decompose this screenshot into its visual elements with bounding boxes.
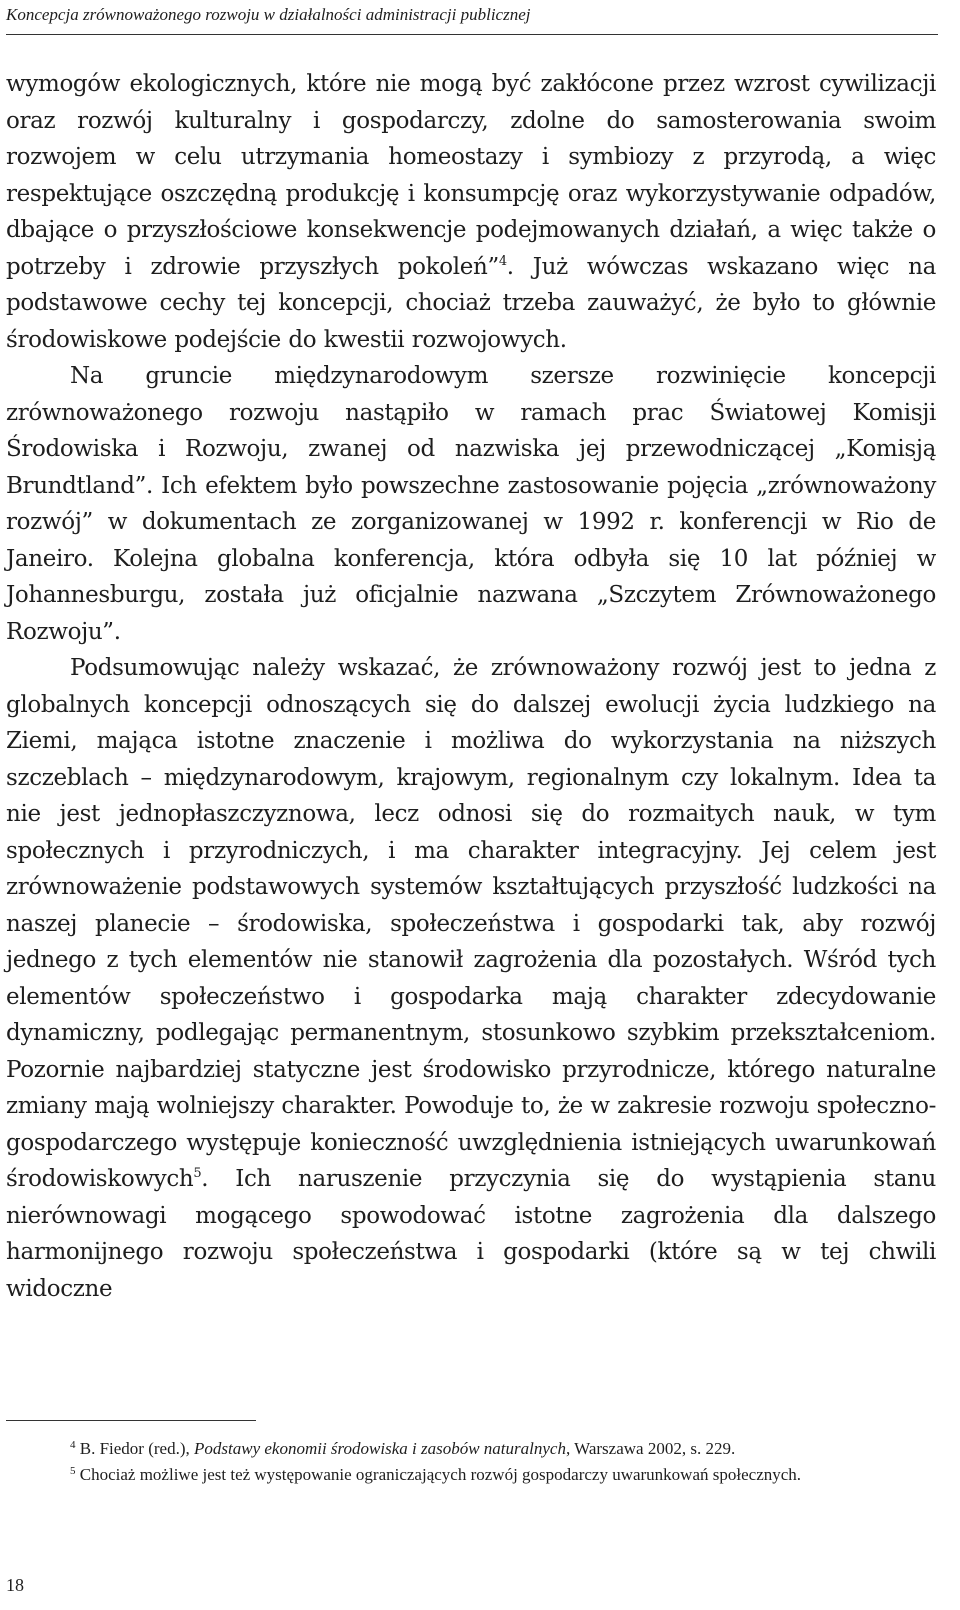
main-text (6, 66, 936, 1307)
header-divider (6, 34, 938, 35)
paragraph-3-text: Podsumowując należy wskazać, że zrównoważony rozwój jest to jedna z globalnych koncepcji odnoszących się do dalszej ewolucji życia ludzkiego na Ziemi, mająca istotne znaczenie i możliwa do wykorzystania na niższych szczeblach – międzynarodowym, krajowym, regionalnym czy lokalnym. Idea ta nie jest jednopłaszczyznowa, lecz odnosi się do rozmaitych nauk, w tym społecznych i przyrodniczych, i ma charakter integracyjny. Jej celem jest zrównoważenie podstawowych systemów kształtujących przyszłość ludzkości na naszej planecie – środowiska, społeczeństwa i gospodarki tak, aby rozwój jednego z tych elementów nie stanowił zagrożenia dla pozostałych. Wśród tych elementów społeczeństwo i gospodarka mają charakter zdecydowanie dynamiczny, podlegając permanentnym, stosunkowo szybkim przekształceniom. Pozornie najbardziej statyczne jest środowisko przyrodnicze, którego naturalne zmiany mają wolniejszy charakter. Powoduje to, że w zakresie rozwoju społeczno-gospodarczego występuje konieczność uwzględnienia istniejących uwarunkowań środowiskowych (6, 655, 936, 1192)
footnote-text: Chociaż możliwe jest też występowanie ograniczających rozwój gospodarczy uwarunkowań społecznych. (79, 1465, 802, 1484)
footnote-number: 4 (70, 1439, 76, 1451)
footnote-text: , Warszawa 2002, s. 229. (565, 1439, 736, 1458)
paragraph-1-tail: . Już wówczas wskazano więc na podstawowe cechy tej koncepcji, chociaż trzeba zauważyć, że było to głównie środowiskowe podejście do kwestii rozwojowych. (6, 253, 936, 353)
paragraph-1-text: wymogów ekologicznych, które nie mogą być zakłócone przez wzrost cywilizacji oraz rozwój kulturalny i gospodarczy, zdolne do samosterowania swoim rozwojem w celu utrzymania homeostazy i symbiozy z przyrodą, a więc respektujące oszczędną produkcję i konsumpcję oraz wykorzystywanie odpadów, dbające o przyszłościowe konsekwencje podejmowanych działań, a więc także o potrzeby i zdrowie przyszłych pokoleń” (6, 71, 936, 280)
footnote-ref-4[interactable]: 4 (498, 253, 507, 269)
footnote-ref-5[interactable]: 5 (193, 1166, 202, 1181)
footnote-4 (6, 1436, 936, 1462)
footnote-5 (6, 1462, 936, 1488)
paragraph-2: Na gruncie międzynarodowym szersze rozwinięcie koncepcji zrównoważonego rozwoju nastąpiło w ramach prac Światowej Komisji Środowiska i Rozwoju, zwanej od nazwiska jej przewodniczącej „Komisją Brundtland”. Ich efektem było powszechne zastosowanie pojęcia „zrównoważony rozwój” w dokumentach ze zorganizowanej w 1992 r. konferencji w Rio de Janeiro. Kolejna globalna konferencja, która odbyła się 10 lat później w Johannesburgu, została już oficjalnie nazwana „Szczytem Zrównoważonego Rozwoju”. (6, 363, 936, 645)
footnote-book-title: Podstawy ekonomii środowiska i zasobów naturalnych (194, 1439, 566, 1458)
footnote-divider (6, 1420, 256, 1421)
footnotes (6, 1436, 936, 1488)
footnote-text: B. Fiedor (red.), (79, 1439, 195, 1458)
running-header: Koncepcja zrównoważonego rozwoju w działalności administracji publicznej (6, 5, 531, 24)
page-number: 18 (6, 1575, 24, 1595)
paragraph-1 (6, 66, 936, 358)
paragraph-3-tail: . Ich naruszenie przyczynia się do wystąpienia stanu nierównowagi mogącego spowodować istotne zagrożenia dla dalszego harmonijnego rozwoju społeczeństwa i gospodarki (które są w tej chwili widoczne (6, 1166, 936, 1302)
footnote-number: 5 (70, 1465, 76, 1477)
paragraph-3 (6, 650, 936, 1307)
